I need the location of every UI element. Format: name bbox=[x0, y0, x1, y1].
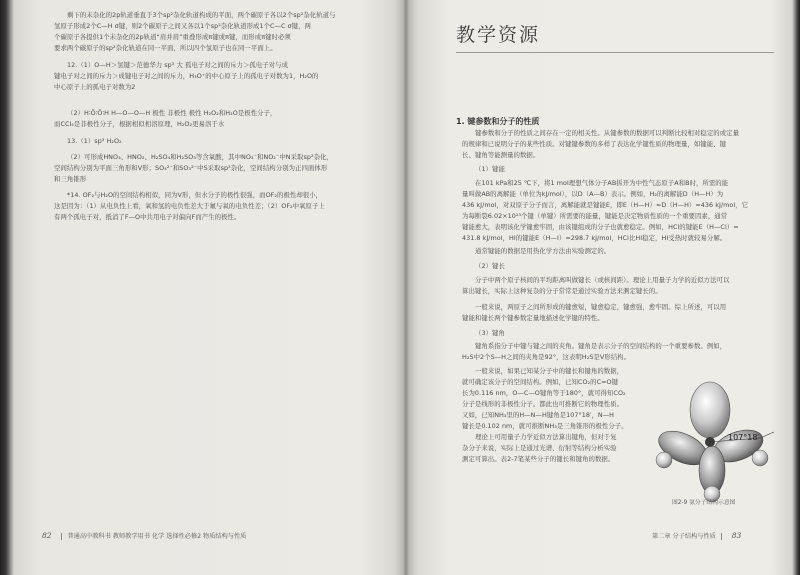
left-text-line: 键电子对之间的斥力＞成键电子对之间的斥力，H₃O⁺的中心原子上的孤电子对数为1，H₂O的 bbox=[54, 72, 319, 80]
ammonia-figure bbox=[648, 370, 778, 505]
right-running-head: 第二章 分子结构与性质 bbox=[652, 533, 722, 540]
left-text-line: 有两个孤电子对，抵消了F—O中共用电子对偏向F而产生的极性。 bbox=[54, 213, 241, 221]
left-text-line: 空间结构分别为平面三角形和V形；SO₄²⁻和SO₃²⁻中S采取sp³杂化，空间结构分别为正四面体形 bbox=[54, 164, 328, 172]
lone-pair-lobe bbox=[690, 382, 730, 438]
right-text-line: （1）键能 bbox=[475, 165, 505, 173]
hydrogen-atom-left bbox=[656, 452, 672, 468]
right-text-line: 键能愈大，表明该化学键愈牢固，由该键组成的分子也就愈稳定。例如，HCl的键能E（H—Cl）= bbox=[462, 223, 739, 231]
right-text-line: 在101 kPa和25 ℃下，将1 mol理想气体分子AB拆开为中性气态原子A和B时，所需的能 bbox=[475, 179, 729, 187]
right-text-line: （3）键角 bbox=[475, 329, 505, 337]
hydrogen-atom-right bbox=[752, 450, 768, 466]
left-text-line: （2）可形成HNO₃、HNO₂、H₂SO₄和H₂SO₃等含氧酸，其中NO₃⁻和NO₂⁻中N采取sp²杂化， bbox=[67, 153, 333, 161]
right-text-line: 一般来说，如果已知某分子中的键长和键角的数据， bbox=[475, 367, 624, 375]
right-text-line: H₂S中2个S—H之间的夹角是92°，这表明H₂S是V形结构。 bbox=[462, 353, 631, 361]
bond-angle-label: 107°18′ bbox=[728, 433, 760, 442]
right-text-line: 键角系指分子中键与键之间的夹角。键角是表示分子的空间结构的一个重要参数。例如， bbox=[475, 342, 727, 350]
left-text-line: 而CCl₄是非极性分子，根据相似相溶原理，H₂O₂更易溶于水 bbox=[54, 120, 225, 128]
left-text-line: 13.（1）sp³ H₂O₂ bbox=[67, 137, 122, 145]
left-text-line: *14. OF₂与H₂O的空间结构相似，同为V形，但水分子的极性很强，而OF₂的极性却很小， bbox=[67, 191, 323, 199]
figure-caption: 图2-9 氨分子结构示意图 bbox=[672, 500, 736, 506]
right-text-line: 长、键角等能测量的数据。 bbox=[462, 151, 540, 159]
right-text-line: 的规律和已说明分子的某些性质。对键键参数的多样了表达化学键性质的物理量，如键能、键 bbox=[462, 140, 727, 148]
left-text-line: 12.（1）O—H＞氢键＞范德华力 sp³ 大 孤电子对之间的斥力＞孤电子对与成 bbox=[67, 61, 289, 69]
right-text-line: 通常键能的数据是用热化学方法由实验测定的。 bbox=[475, 247, 611, 255]
right-text-line: 理论上可用量子力学近似方法算出键角，但对于复 bbox=[475, 433, 617, 441]
right-page-number: 83 bbox=[731, 531, 742, 540]
right-text-line: 键长是0.102 nm，就可推断NH₃是三角锥形的极性分子。 bbox=[462, 422, 628, 430]
right-text-line: 键参数和分子的性质之间存在一定的相关性。从键参数的数据可以判断比较相对稳定的或定量 bbox=[475, 129, 740, 137]
right-text-line: 为每断裂6.02×10²³个键（单键）所需要的能量，键能是决定物质性质的一个重要因素，通常 bbox=[462, 212, 728, 220]
left-text-line: 剩下的未杂化的2p轨道垂直于3个sp²杂化轨道构成的平面，两个碳原子各以2个sp²杂化轨道与 bbox=[67, 11, 336, 19]
chapter-heading: 教学资源 bbox=[456, 24, 541, 46]
right-text-line: 量叫做AB的离解能（单位为kJ/mol），以D（A—B）表示。例如，H₂的离解能D（H—H）为 bbox=[462, 190, 724, 198]
left-text-line: 个碳原子各提供1个未杂化的2p轨道“肩并肩”重叠形成π键或π键，而形成π键时必须 bbox=[54, 33, 291, 41]
left-page bbox=[20, 0, 392, 575]
right-text-line: 就可确定该分子的空间结构。例如，已知CO₂的C=O键 bbox=[462, 378, 619, 386]
right-text-line: 算出键长，实际上这种复杂的分子常常是通过实验方法来测定键长的。 bbox=[462, 287, 662, 295]
right-text-line: 431.8 kJ/mol，HI的键能E（H—I）=298.7 kJ/mol，HCl比HI稳定，HI受热时就较易分解。 bbox=[462, 234, 727, 242]
left-text-line: 和三角锥形 bbox=[54, 175, 87, 183]
right-text-line: 分子是线形的非极性分子。都此也可推断它的物理性质。 bbox=[462, 400, 624, 408]
right-text-line: 测定可算出。表2-7笔某些分子的键长和键角的数据。 bbox=[462, 455, 615, 463]
right-page bbox=[420, 0, 780, 575]
left-text-line: 中心原子上的孤电子对数为2 bbox=[54, 83, 136, 91]
heading-rule bbox=[456, 52, 774, 53]
section-title: 1. 键参数和分子的性质 bbox=[456, 117, 540, 126]
right-text-line: （2）键长 bbox=[475, 262, 505, 270]
left-footer bbox=[42, 531, 246, 540]
right-text-line: 杂分子来说，实际上是通过光谱、衍射等结构分析实验 bbox=[462, 444, 617, 452]
right-footer bbox=[652, 531, 741, 540]
left-text-line: 要求两个碳原子的sp²杂化轨道在同一平面，所以四个氢原子也在同一平面上。 bbox=[54, 44, 277, 52]
right-text-line: 436 kJ/mol，对双原子分子而言，离解能就是键能E，即E（H—H）=D（H—H）=436 kJ/mol，它 bbox=[462, 201, 749, 209]
angle-pointer-line bbox=[760, 432, 774, 438]
left-text-line: （2）H∶Ö∶Ö∶H H—O—O—H 极性 非极性 极性 H₂O₂和H₂O是极性分子， bbox=[67, 109, 277, 117]
ammonia-orbital-diagram bbox=[648, 370, 778, 505]
left-page-number: 82 bbox=[42, 531, 52, 540]
left-text-line: 这是因为：（1）从电负性上看，氧和氢的电负性差大于氟与氧的电负性差；（2）OF₂中氧原子上 bbox=[54, 202, 325, 210]
right-text-line: 分子中两个原子核间的平均距离叫做键长（或核间距）。理论上用量子力学的近似方法可以 bbox=[475, 276, 730, 284]
right-text-line: 长为0.116 nm，O—C—O键角等于180°，就可得知CO₂ bbox=[462, 389, 626, 397]
right-text-line: 又如，已知NH₃里的H—N—H键角是107°18′，N—H bbox=[462, 411, 615, 419]
left-text-line: 氢原子形成2个C—H σ键，则2个碳原子之间又各以1个sp²杂化轨道形成1个C—C σ键，两 bbox=[54, 22, 311, 30]
right-text-line: 一般来说，两原子之间所形成的键愈短，键愈稳定，键愈强，愈牢固。综上所述，可以用 bbox=[475, 303, 727, 311]
left-running-head: 普通高中教科书 教师教学用书 化学 选择性必修2 物质结构与性质 bbox=[61, 533, 246, 540]
right-text-line: 键能和键长两个键参数定量地描述化学键的特性。 bbox=[462, 314, 604, 322]
